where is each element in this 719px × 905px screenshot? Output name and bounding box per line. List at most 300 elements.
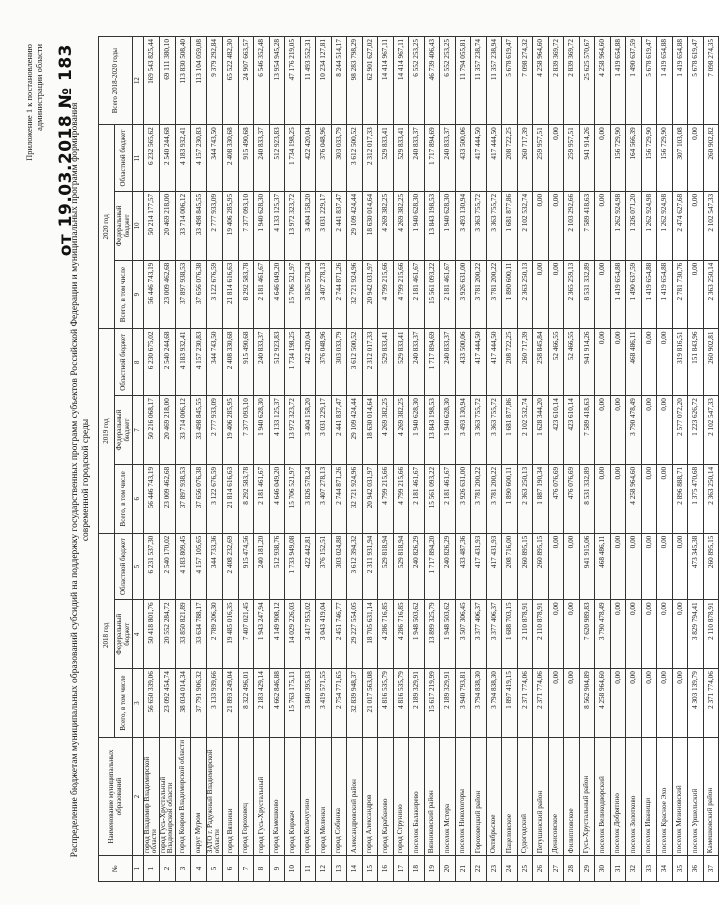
amount-cell: 1 419 654,88 [610, 260, 626, 329]
amount-cell: 941 914,26 [579, 125, 595, 192]
amount-cell: 1 717 894,69 [424, 329, 440, 396]
amount-cell: 3 794 838,30 [471, 669, 487, 738]
amount-cell: 19 485 016,35 [223, 600, 239, 669]
amount-cell: 4 269 382,25 [378, 396, 394, 465]
amount-cell: 1 419 654,88 [657, 260, 673, 329]
municipality-cell: Камешковский район [703, 737, 719, 855]
amount-cell: 208 716,00 [502, 533, 518, 600]
amount-cell: 2 311 931,94 [362, 533, 378, 600]
amount-cell: 0,00 [641, 464, 657, 533]
municipality-cell: поселок Добрятино [610, 737, 626, 855]
amount-cell: 7 377 093,10 [238, 396, 254, 465]
row-number-cell: 19 [424, 856, 440, 882]
amount-cell: 25 625 570,67 [579, 37, 595, 125]
amount-cell: 0,00 [641, 533, 657, 600]
amount-cell: 3 363 755,72 [486, 396, 502, 465]
amount-cell: 1 419 654,88 [657, 37, 673, 125]
amount-cell: 50 418 801,76 [143, 600, 159, 669]
amount-cell: 20 469 218,00 [159, 396, 175, 465]
table-row [486, 37, 502, 882]
table-row [672, 37, 688, 882]
amount-cell: 3 031 229,17 [316, 191, 332, 260]
column-number: 3 [132, 669, 143, 738]
amount-cell: 422 442,81 [300, 533, 316, 600]
amount-cell: 512 923,83 [269, 329, 285, 396]
table-row [548, 37, 564, 882]
amount-cell: 240 826,29 [440, 533, 456, 600]
amount-cell: 1 940 628,30 [409, 191, 425, 260]
amount-cell: 376 048,96 [316, 125, 332, 192]
amount-cell: 2 777 933,09 [206, 396, 222, 465]
amount-cell: 2 744 871,26 [331, 260, 347, 329]
amount-cell: 240 826,29 [409, 533, 425, 600]
amount-cell: 468 486,11 [626, 329, 642, 396]
amount-cell: 2 312 017,33 [362, 329, 378, 396]
municipality-cell: город Ковров Владимирской области [175, 737, 191, 855]
amount-cell: 33 850 821,89 [175, 600, 191, 669]
table-row [424, 37, 440, 882]
amount-cell: 1 943 247,94 [254, 600, 270, 669]
amount-cell: 9 379 292,84 [206, 37, 222, 125]
amount-cell: 1 490 637,59 [626, 37, 642, 125]
amount-cell: 4 269 382,25 [393, 396, 409, 465]
amount-cell: 21 814 616,63 [223, 260, 239, 329]
amount-cell: 529 818,94 [393, 533, 409, 600]
amount-cell: 1 223 626,72 [688, 396, 704, 465]
amount-cell: 113 104 059,08 [191, 37, 207, 125]
amount-cell: 4 183 932,41 [175, 125, 191, 192]
amount-cell: 3 407 278,13 [316, 260, 332, 329]
amount-cell: 52 466,55 [564, 329, 580, 396]
amount-cell: 422 420,04 [300, 329, 316, 396]
amount-cell: 1 419 654,88 [610, 37, 626, 125]
amount-cell: 2 540 170,02 [159, 533, 175, 600]
amount-cell: 915 474,56 [238, 533, 254, 600]
municipality-cell: город Гусь-Хрустальный Владимирской области [159, 737, 175, 855]
table-row [285, 37, 301, 882]
row-number-cell: 8 [254, 856, 270, 882]
amount-cell: 433 487,36 [455, 533, 471, 600]
row-number-cell: 10 [285, 856, 301, 882]
amount-cell: 2 371 774,06 [703, 669, 719, 738]
amount-cell: 0,00 [657, 329, 673, 396]
amount-cell: 3 133 939,66 [206, 669, 222, 738]
table-body [132, 37, 719, 882]
amount-cell: 417 444,50 [471, 329, 487, 396]
amount-cell: 0,00 [610, 533, 626, 600]
amount-cell: 344 733,36 [206, 533, 222, 600]
amount-cell: 0,00 [610, 396, 626, 465]
header-2019: 2019 год [99, 329, 115, 533]
amount-cell: 0,00 [533, 191, 549, 260]
amount-cell: 303 024,88 [331, 533, 347, 600]
subsidy-table [98, 36, 719, 882]
table-row [206, 37, 222, 882]
amount-cell: 8 531 332,89 [579, 260, 595, 329]
amount-cell: 417 444,50 [486, 125, 502, 192]
row-number-cell: 36 [688, 856, 704, 882]
amount-cell: 417 431,93 [471, 533, 487, 600]
amount-cell: 3 781 200,22 [471, 260, 487, 329]
amount-cell: 6 230 675,02 [143, 329, 159, 396]
amount-cell: 29 109 424,44 [347, 191, 363, 260]
amount-cell: 260 895,15 [517, 533, 533, 600]
amount-cell: 0,00 [688, 191, 704, 260]
amount-cell: 1 375 470,68 [688, 464, 704, 533]
amount-cell: 7 098 274,32 [517, 37, 533, 125]
table-row [610, 37, 626, 882]
amount-cell: 2 102 532,74 [517, 396, 533, 465]
column-number: 12 [132, 37, 143, 125]
row-number-cell: 25 [517, 856, 533, 882]
amount-cell: 423 610,14 [564, 396, 580, 465]
amount-cell: 6 546 352,48 [254, 37, 270, 125]
amount-cell: 529 818,94 [378, 533, 394, 600]
amount-cell: 33 634 788,17 [191, 600, 207, 669]
municipality-cell: город Киржач [285, 737, 301, 855]
amount-cell: 0,00 [548, 191, 564, 260]
amount-cell: 423 610,14 [548, 396, 564, 465]
amount-cell: 19 406 285,95 [223, 191, 239, 260]
appendix-line-1: Приложение 1 к постановлению [24, 44, 34, 161]
amount-cell: 0,00 [548, 669, 564, 738]
header-2018-federal: Федеральный бюджет [114, 600, 132, 669]
amount-cell: 0,00 [641, 600, 657, 669]
amount-cell: 3 781 200,22 [471, 464, 487, 533]
header-2018-total: Всего, в том числе [114, 669, 132, 738]
amount-cell: 417 444,50 [471, 125, 487, 192]
amount-cell: 13 954 945,28 [269, 37, 285, 125]
table-row [595, 37, 611, 882]
table-row [641, 37, 657, 882]
amount-cell: 2 839 369,72 [548, 37, 564, 125]
municipality-cell: поселок Мстера [440, 737, 456, 855]
amount-cell: 156 729,90 [657, 125, 673, 192]
table-row [362, 37, 378, 882]
amount-cell: 65 522 482,30 [223, 37, 239, 125]
amount-cell: 32 721 924,96 [347, 260, 363, 329]
amount-cell: 433 500,06 [455, 125, 471, 192]
amount-cell: 303 033,79 [331, 125, 347, 192]
row-number-cell: 7 [238, 856, 254, 882]
amount-cell: 240 833,37 [440, 329, 456, 396]
amount-cell: 7 620 989,83 [579, 600, 595, 669]
landscape-sheet [20, 30, 715, 890]
municipality-cell: Денисовское [548, 737, 564, 855]
amount-cell: 15 706 521,97 [285, 260, 301, 329]
row-number-cell: 29 [579, 856, 595, 882]
amount-cell: 2 777 933,09 [206, 191, 222, 260]
row-number-cell: 37 [703, 856, 719, 882]
amount-cell: 2 365 259,13 [564, 260, 580, 329]
amount-cell: 15 706 521,97 [285, 464, 301, 533]
amount-cell: 37 897 938,53 [175, 260, 191, 329]
table-row [254, 37, 270, 882]
amount-cell: 56 446 743,19 [143, 464, 159, 533]
amount-cell: 0,00 [533, 260, 549, 329]
amount-cell: 2 312 017,33 [362, 125, 378, 192]
amount-cell: 4 133 125,37 [269, 396, 285, 465]
amount-cell: 3 840 395,83 [300, 669, 316, 738]
amount-cell: 164 566,39 [626, 125, 642, 192]
header-2020-federal: Федеральный бюджет [114, 191, 132, 260]
amount-cell: 1 948 503,62 [440, 600, 456, 669]
amount-cell: 2 744 871,26 [331, 464, 347, 533]
amount-cell: 2 103 292,66 [564, 191, 580, 260]
amount-cell: 2 181 461,67 [440, 260, 456, 329]
amount-cell: 260 717,39 [517, 125, 533, 192]
amount-cell: 4 258 964,60 [595, 669, 611, 738]
table-row [269, 37, 285, 882]
amount-cell: 0,00 [595, 191, 611, 260]
table-row [471, 37, 487, 882]
amount-cell: 8 292 583,78 [238, 464, 254, 533]
amount-cell: 4 286 716,85 [378, 600, 394, 669]
amount-cell: 4 799 215,66 [378, 260, 394, 329]
amount-cell: 529 833,41 [378, 329, 394, 396]
amount-cell: 208 722,25 [502, 125, 518, 192]
amount-cell: 258 845,84 [533, 329, 549, 396]
municipality-cell: Петушинский район [533, 737, 549, 855]
amount-cell: 0,00 [657, 600, 673, 669]
municipality-cell: поселок Мезиновский [672, 737, 688, 855]
row-number-cell: 13 [331, 856, 347, 882]
amount-cell: 0,00 [626, 669, 642, 738]
table-row [316, 37, 332, 882]
amount-cell: 2 102 547,33 [703, 191, 719, 260]
municipality-cell: город Собинка [331, 737, 347, 855]
amount-cell: 0,00 [641, 329, 657, 396]
amount-cell: 529 833,41 [393, 125, 409, 192]
amount-cell: 8 531 332,89 [579, 464, 595, 533]
amount-cell: 47 176 219,05 [285, 37, 301, 125]
row-number-cell: 28 [564, 856, 580, 882]
amount-cell: 50 214 177,57 [143, 191, 159, 260]
amount-cell: 3 363 755,72 [471, 191, 487, 260]
amount-cell: 23 009 462,68 [159, 260, 175, 329]
row-number-cell: 33 [641, 856, 657, 882]
amount-cell: 941 914,26 [579, 329, 595, 396]
amount-cell: 240 833,37 [254, 125, 270, 192]
column-number: 4 [132, 600, 143, 669]
amount-cell: 3 826 578,24 [300, 260, 316, 329]
amount-cell: 417 444,50 [486, 329, 502, 396]
amount-cell: 0,00 [564, 669, 580, 738]
amount-cell: 2 102 547,33 [703, 396, 719, 465]
amount-cell: 37 897 938,53 [175, 464, 191, 533]
header-2020: 2020 год [99, 125, 115, 329]
row-number-cell: 12 [316, 856, 332, 882]
amount-cell: 240 181,20 [254, 533, 270, 600]
municipality-cell: поселок Золотково [626, 737, 642, 855]
header-2019-total: Всего, в том числе [114, 464, 132, 533]
amount-cell: 4 646 049,20 [269, 464, 285, 533]
amount-cell: 37 656 076,38 [191, 260, 207, 329]
amount-cell: 4 258 964,60 [595, 37, 611, 125]
amount-cell: 3 122 676,59 [206, 464, 222, 533]
amount-cell: 1 897 419,15 [502, 669, 518, 738]
amount-cell: 6 232 565,62 [143, 125, 159, 192]
amount-cell: 0,00 [688, 260, 704, 329]
amount-cell: 1 262 924,98 [657, 191, 673, 260]
amount-cell: 3 781 200,22 [486, 464, 502, 533]
amount-cell: 33 498 845,55 [191, 396, 207, 465]
row-number-cell: 1 [143, 856, 159, 882]
amount-cell: 2 110 878,91 [533, 600, 549, 669]
amount-cell: 2 451 746,77 [331, 600, 347, 669]
amount-cell: 21 017 563,08 [362, 669, 378, 738]
amount-cell: 14 414 967,11 [378, 37, 394, 125]
column-number: 10 [132, 191, 143, 260]
amount-cell: 52 466,55 [548, 329, 564, 396]
municipality-cell: город Меленки [316, 737, 332, 855]
amount-cell: 4 662 846,88 [269, 669, 285, 738]
amount-cell: 20 942 031,97 [362, 464, 378, 533]
amount-cell: 260 895,15 [703, 533, 719, 600]
amount-cell: 2 441 837,47 [331, 396, 347, 465]
row-number-cell: 16 [378, 856, 394, 882]
row-number-cell: 30 [595, 856, 611, 882]
amount-cell: 240 833,37 [409, 125, 425, 192]
amount-cell: 3 404 158,20 [300, 396, 316, 465]
amount-cell: 4 149 908,12 [269, 600, 285, 669]
column-number: 5 [132, 533, 143, 600]
amount-cell: 260 902,81 [703, 329, 719, 396]
row-number-cell: 22 [471, 856, 487, 882]
amount-cell: 376 048,96 [316, 329, 332, 396]
amount-cell: 2 110 878,91 [517, 600, 533, 669]
amount-cell: 4 799 215,66 [378, 464, 394, 533]
amount-cell: 29 227 554,05 [347, 600, 363, 669]
amount-cell: 1 419 654,88 [672, 37, 688, 125]
amount-cell: 2 371 774,06 [533, 669, 549, 738]
table-row [238, 37, 254, 882]
amount-cell: 11 493 552,31 [300, 37, 316, 125]
amount-cell: 8 244 514,17 [331, 37, 347, 125]
amount-cell: 14 029 226,03 [285, 600, 301, 669]
amount-cell: 319 816,51 [672, 329, 688, 396]
header-2019-regional: Областной бюджет [114, 329, 132, 396]
amount-cell: 13 899 325,79 [424, 600, 440, 669]
municipality-cell: Вязниковский район [424, 737, 440, 855]
municipality-cell: город Струнино [393, 737, 409, 855]
amount-cell: 0,00 [548, 125, 564, 192]
amount-cell: 2 754 771,65 [331, 669, 347, 738]
amount-cell: 3 794 838,30 [486, 669, 502, 738]
row-number-cell: 35 [672, 856, 688, 882]
amount-cell: 2 181 461,67 [254, 464, 270, 533]
amount-cell: 8 292 583,78 [238, 260, 254, 329]
amount-cell: 2 189 329,91 [409, 669, 425, 738]
amount-cell: 2 839 369,72 [564, 37, 580, 125]
amount-cell: 56 446 743,19 [143, 260, 159, 329]
amount-cell: 4 269 382,25 [393, 191, 409, 260]
row-number-cell: 5 [206, 856, 222, 882]
table-row [409, 37, 425, 882]
amount-cell: 11 357 238,94 [486, 37, 502, 125]
amount-cell: 2 181 461,67 [409, 260, 425, 329]
amount-cell: 18 630 014,64 [362, 396, 378, 465]
amount-cell: 98 283 798,29 [347, 37, 363, 125]
amount-cell: 0,00 [610, 669, 626, 738]
amount-cell: 15 617 219,99 [424, 669, 440, 738]
amount-cell: 4 258 964,60 [626, 464, 642, 533]
amount-cell: 2 441 837,47 [331, 191, 347, 260]
amount-cell: 1 681 877,86 [502, 396, 518, 465]
amount-cell: 0,00 [564, 600, 580, 669]
header-2018-regional: Областной бюджет [114, 533, 132, 600]
amount-cell: 1 734 198,25 [285, 125, 301, 192]
municipality-cell: Пацеловское [502, 737, 518, 855]
row-number-cell: 24 [502, 856, 518, 882]
amount-cell: 156 729,90 [641, 125, 657, 192]
amount-cell: 240 833,37 [409, 329, 425, 396]
amount-cell: 4 799 215,66 [393, 260, 409, 329]
row-number-cell: 17 [393, 856, 409, 882]
amount-cell: 21 893 249,04 [223, 669, 239, 738]
amount-cell: 3 417 953,02 [300, 600, 316, 669]
amount-cell: 5 678 619,47 [502, 37, 518, 125]
amount-cell: 2 189 329,91 [440, 669, 456, 738]
row-number-cell: 11 [300, 856, 316, 882]
table-row [579, 37, 595, 882]
amount-cell: 13 972 323,72 [285, 396, 301, 465]
municipality-cell: округ Муром [191, 737, 207, 855]
row-number-cell: 3 [175, 856, 191, 882]
amount-cell: 1 688 703,15 [502, 600, 518, 669]
municipality-cell: город Камешково [269, 737, 285, 855]
amount-cell: 56 650 339,06 [143, 669, 159, 738]
table-row [223, 37, 239, 882]
amount-cell: 151 843,96 [688, 329, 704, 396]
appendix-block [24, 44, 44, 161]
amount-cell: 3 507 306,45 [455, 600, 471, 669]
amount-cell: 3 612 394,32 [347, 533, 363, 600]
amount-cell: 1 326 071,20 [626, 191, 642, 260]
amount-cell: 14 414 967,11 [393, 37, 409, 125]
amount-cell: 2 781 730,76 [672, 260, 688, 329]
amount-cell: 2 181 461,67 [254, 260, 270, 329]
amount-cell: 2 183 429,14 [254, 669, 270, 738]
amount-cell: 0,00 [641, 396, 657, 465]
amount-cell: 1 490 637,59 [626, 260, 642, 329]
amount-cell: 422 420,04 [300, 125, 316, 192]
amount-cell: 156 729,90 [610, 125, 626, 192]
amount-cell: 2 789 206,30 [206, 600, 222, 669]
amount-cell: 2 181 461,67 [409, 464, 425, 533]
amount-cell: 1 733 949,08 [285, 533, 301, 600]
amount-cell: 2 371 774,06 [517, 669, 533, 738]
amount-cell: 23 092 454,74 [159, 669, 175, 738]
amount-cell: 303 033,79 [331, 329, 347, 396]
table-row [626, 37, 642, 882]
amount-cell: 3 790 478,49 [595, 600, 611, 669]
amount-cell: 0,00 [564, 533, 580, 600]
amount-cell: 529 833,41 [393, 329, 409, 396]
amount-cell: 32 839 948,37 [347, 669, 363, 738]
amount-cell: 5 678 619,47 [688, 37, 704, 125]
column-number: 6 [132, 464, 143, 533]
amount-cell: 1 262 924,98 [641, 191, 657, 260]
municipality-cell: ЗАТО г. Радужный Владимирской области [206, 737, 222, 855]
row-number-cell: 20 [440, 856, 456, 882]
amount-cell: 4 258 964,60 [533, 37, 549, 125]
amount-cell: 38 034 014,34 [175, 669, 191, 738]
amount-cell: 1 890 600,11 [502, 464, 518, 533]
amount-cell: 529 833,41 [378, 125, 394, 192]
amount-cell: 10 234 127,81 [316, 37, 332, 125]
municipality-cell: город Кольчугино [300, 737, 316, 855]
